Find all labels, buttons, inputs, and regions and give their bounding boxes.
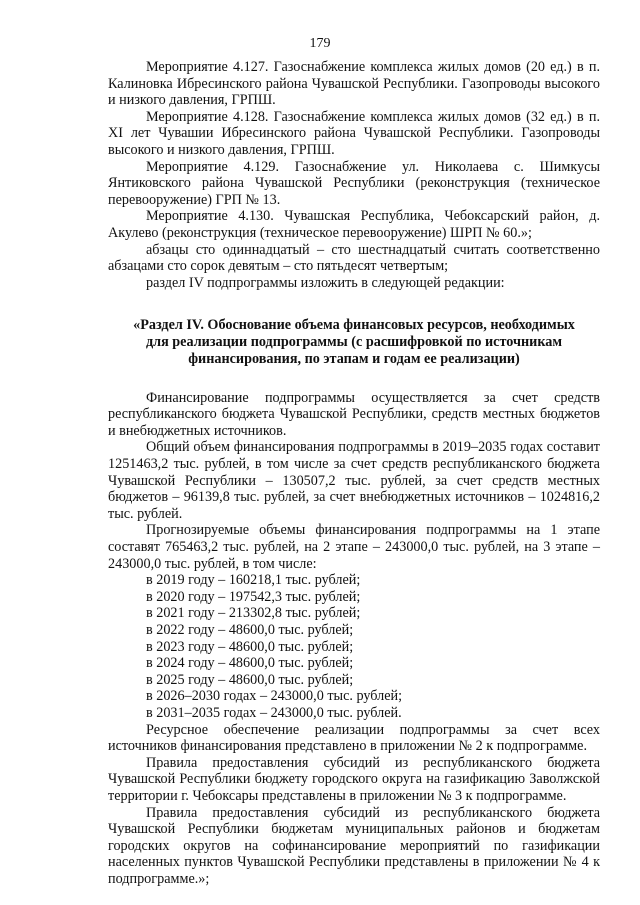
paragraph-renumbering: абзацы сто одиннадцатый – сто шестнадцатый считать соответственно абзацами сто сорок девятым – сто пятьдесят четвертым; (108, 241, 600, 275)
paragraph-event-4-130: Мероприятие 4.130. Чувашская Республика, Чебоксарский район, д. Акулево (реконструкция (техническое перевооружение) ШРП № 60.»; (108, 208, 600, 241)
paragraph-subsidy-rules-municipal: Правила предоставления субсидий из республиканского бюджета Чувашской Республики бюджетам муниципальных районов и бюджетам городских округов на софинансирование мероприятий по газификации населенных пунктов Чувашской Республики представлены в приложении № 4 к подпрограмме.»; (108, 804, 600, 887)
year-financing-item: в 2024 году – 48600,0 тыс. рублей; (146, 655, 354, 672)
paragraph-stage-volumes: Прогнозируемые объемы финансирования подпрограммы на 1 этапе составят 765463,2 тыс. рублей, на 2 этапе – 243000,0 тыс. рублей, на 3 этапе – 243000,0 тыс. рублей, в том числе: (108, 522, 600, 572)
year-financing-item: в 2019 году – 160218,1 тыс. рублей; (146, 572, 361, 589)
paragraph-financing-sources: Финансирование подпрограммы осуществляется за счет средств республиканского бюджета Чувашской Республики, средств местных бюджетов и внебюджетных источников. (108, 389, 600, 439)
paragraph-resource-provision: Ресурсное обеспечение реализации подпрограммы за счет всех источников финансирования представлено в приложении № 2 к подпрограмме. (108, 721, 600, 755)
paragraph-event-4-128: Мероприятие 4.128. Газоснабжение комплекса жилых домов (32 ед.) в п. XI лет Чувашии Ибресинского района Чувашской Республики. Газопроводы высокого и низкого давления, ГРПШ. (108, 108, 600, 158)
section-heading (108, 317, 600, 367)
document-body (108, 59, 600, 888)
section-heading-line: финансирования, по этапам и годам ее реализации) (188, 350, 520, 367)
year-financing-item: в 2022 году – 48600,0 тыс. рублей; (146, 622, 354, 639)
section-heading-line: «Раздел IV. Обоснование объема финансовых ресурсов, необходимых (133, 317, 575, 334)
year-financing-item: в 2023 году – 48600,0 тыс. рублей; (146, 638, 354, 655)
year-financing-item: в 2021 году – 213302,8 тыс. рублей; (146, 605, 361, 622)
year-financing-item: в 2025 году – 48600,0 тыс. рублей; (146, 671, 354, 688)
paragraph-event-4-127: Мероприятие 4.127. Газоснабжение комплекса жилых домов (20 ед.) в п. Калиновка Ибресинского района Чувашской Республики. Газопроводы высокого и низкого давления, ГРПШ. (108, 59, 600, 109)
year-financing-item: в 2026–2030 годах – 243000,0 тыс. рублей; (146, 688, 403, 705)
year-financing-item: в 2031–2035 годах – 243000,0 тыс. рублей. (146, 704, 402, 721)
paragraph-section-intro: раздел IV подпрограммы изложить в следующей редакции: (146, 274, 505, 291)
paragraph-subsidy-rules-cheboksary: Правила предоставления субсидий из республиканского бюджета Чувашской Республики бюджету городского округа на газификацию Заволжской территории г. Чебоксары представлены в приложении № 3 к подпрограмме. (108, 754, 600, 804)
page-number: 179 (309, 36, 331, 51)
section-heading-line: для реализации подпрограммы (с расшифровкой по источникам (145, 334, 563, 351)
paragraph-total-volume: Общий объем финансирования подпрограммы в 2019–2035 годах составит 1251463,2 тыс. рублей, в том числе за счет средств республиканского бюджета Чувашской Республики – 130507,2 тыс. рублей, за счет средств местных бюджетов – 96139,8 тыс. рублей, за счет внебюджетных источников – 1024816,2 тыс. рублей. (108, 439, 600, 522)
paragraph-event-4-129: Мероприятие 4.129. Газоснабжение ул. Николаева с. Шимкусы Янтиковского района Чувашской Республики (реконструкция (техническое перевооружение) ГРП № 13. (108, 158, 600, 208)
year-financing-item: в 2020 году – 197542,3 тыс. рублей; (146, 588, 361, 605)
